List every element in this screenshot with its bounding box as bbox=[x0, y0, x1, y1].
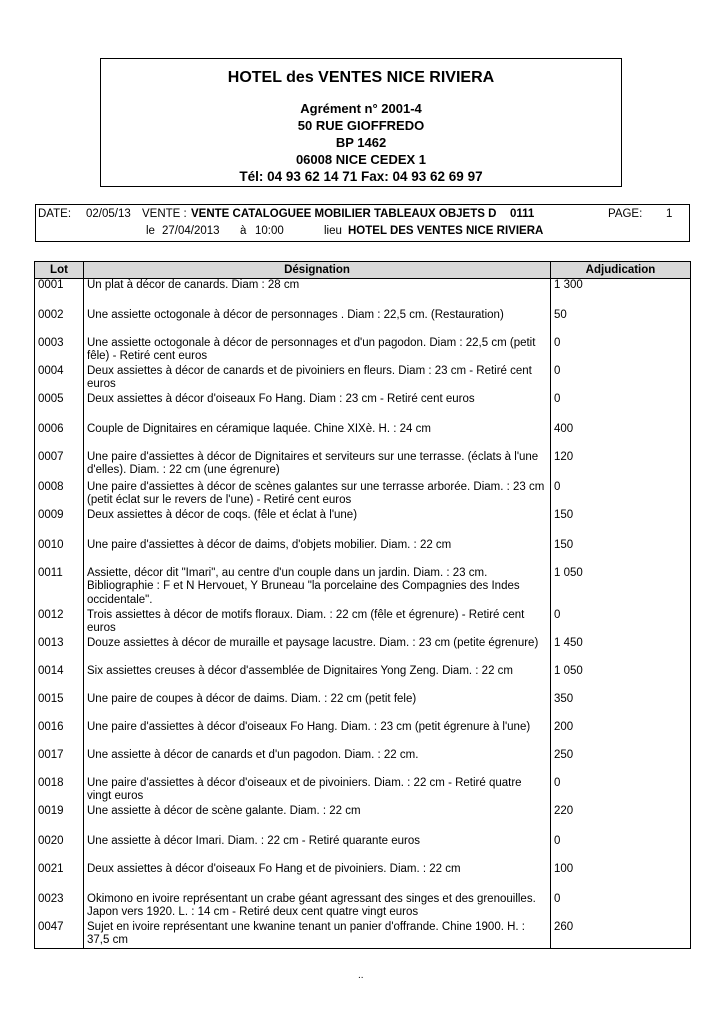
cell-lot: 0004 bbox=[35, 365, 84, 393]
cell-adjudication: 0 bbox=[551, 835, 691, 863]
cell-adjudication: 1 300 bbox=[551, 279, 691, 309]
table-row bbox=[35, 279, 691, 309]
table-header-row bbox=[35, 262, 691, 279]
cell-adjudication: 1 050 bbox=[551, 567, 691, 609]
cell-adjudication: 120 bbox=[551, 451, 691, 481]
cell-lot: 0023 bbox=[35, 893, 84, 921]
city: 06008 NICE CEDEX 1 bbox=[295, 152, 427, 167]
cell-adjudication: 0 bbox=[551, 365, 691, 393]
table-row bbox=[35, 365, 691, 393]
sale-info-box bbox=[35, 204, 690, 242]
table-row bbox=[35, 777, 691, 805]
cell-adjudication: 200 bbox=[551, 721, 691, 749]
cell-designation: Un plat à décor de canards. Diam : 28 cm bbox=[84, 279, 551, 309]
lots-table bbox=[34, 261, 691, 949]
cell-lot: 0007 bbox=[35, 451, 84, 481]
cell-designation: Assiette, décor dit "Imari", au centre d'un couple dans un jardin. Diam. : 23 cm. Bibliographie : F et N Hervouet, Y Bruneau "la porcelaine des Compagnies des Indes occidentale". bbox=[84, 567, 551, 609]
cell-lot: 0008 bbox=[35, 481, 84, 509]
column-header-lot: Lot bbox=[35, 262, 84, 279]
cell-lot: 0013 bbox=[35, 637, 84, 665]
a-label: à bbox=[240, 225, 247, 237]
cell-designation: Une paire d'assiettes à décor d'oiseaux Fo Hang. Diam. : 23 cm (petit égrenure à l'une) bbox=[84, 721, 551, 749]
table-row bbox=[35, 693, 691, 721]
table-row bbox=[35, 749, 691, 777]
cell-designation: Trois assiettes à décor de motifs floraux. Diam. : 22 cm (fêle et égrenure) - Retiré cent euros bbox=[84, 609, 551, 637]
cell-adjudication: 150 bbox=[551, 539, 691, 567]
cell-adjudication: 1 450 bbox=[551, 637, 691, 665]
cell-lot: 0047 bbox=[35, 921, 84, 949]
cell-designation: Une paire d'assiettes à décor de daims, d'objets mobilier. Diam. : 22 cm bbox=[84, 539, 551, 567]
column-header-designation: Désignation bbox=[84, 262, 551, 279]
cell-designation: Deux assiettes à décor d'oiseaux Fo Hang. Diam : 23 cm - Retiré cent euros bbox=[84, 393, 551, 423]
cell-adjudication: 0 bbox=[551, 609, 691, 637]
table-row bbox=[35, 721, 691, 749]
cell-designation: Une paire d'assiettes à décor de Dignitaires et serviteurs sur une terrasse. (éclats à l'une d'elles). Diam. : 22 cm (une égrenure) bbox=[84, 451, 551, 481]
le-label: le bbox=[146, 225, 155, 237]
cell-adjudication: 0 bbox=[551, 777, 691, 805]
phone-fax: Tél: 04 93 62 14 71 Fax: 04 93 62 69 97 bbox=[239, 169, 483, 184]
cell-designation: Une paire d'assiettes à décor d'oiseaux et de pivoiniers. Diam. : 22 cm - Retiré quatre vingt euros bbox=[84, 777, 551, 805]
column-header-adjudication: Adjudication bbox=[551, 262, 691, 279]
cell-designation: Six assiettes creuses à décor d'assemblée de Dignitaires Yong Zeng. Diam. : 22 cm bbox=[84, 665, 551, 693]
cell-adjudication: 150 bbox=[551, 509, 691, 539]
cell-lot: 0011 bbox=[35, 567, 84, 609]
cell-adjudication: 0 bbox=[551, 393, 691, 423]
table-row bbox=[35, 609, 691, 637]
cell-designation: Douze assiettes à décor de muraille et paysage lacustre. Diam. : 23 cm (petite égrenure) bbox=[84, 637, 551, 665]
page-number: 1 bbox=[666, 208, 673, 220]
auction-house-header bbox=[100, 58, 622, 187]
table-row bbox=[35, 921, 691, 949]
cell-adjudication: 400 bbox=[551, 423, 691, 451]
cell-adjudication: 250 bbox=[551, 749, 691, 777]
table-row bbox=[35, 309, 691, 337]
cell-lot: 0015 bbox=[35, 693, 84, 721]
cell-lot: 0016 bbox=[35, 721, 84, 749]
table-row bbox=[35, 393, 691, 423]
table-row bbox=[35, 539, 691, 567]
cell-adjudication: 1 050 bbox=[551, 665, 691, 693]
cell-adjudication: 0 bbox=[551, 893, 691, 921]
table-row bbox=[35, 863, 691, 893]
table-row bbox=[35, 481, 691, 509]
cell-lot: 0010 bbox=[35, 539, 84, 567]
vente-label: VENTE : bbox=[142, 208, 187, 220]
cell-lot: 0012 bbox=[35, 609, 84, 637]
vente-title: VENTE CATALOGUEE MOBILIER TABLEAUX OBJETS D bbox=[191, 208, 497, 220]
cell-lot: 0006 bbox=[35, 423, 84, 451]
sale-date: 27/04/2013 bbox=[162, 225, 220, 237]
cell-designation: Une assiette à décor de scène galante. Diam. : 22 cm bbox=[84, 805, 551, 835]
cell-designation: Deux assiettes à décor de coqs. (fêle et éclat à l'une) bbox=[84, 509, 551, 539]
cell-adjudication: 0 bbox=[551, 481, 691, 509]
table-row bbox=[35, 805, 691, 835]
auction-house-title: HOTEL des VENTES NICE RIVIERA bbox=[227, 69, 495, 86]
cell-adjudication: 0 bbox=[551, 337, 691, 365]
cell-lot: 0017 bbox=[35, 749, 84, 777]
cell-lot: 0021 bbox=[35, 863, 84, 893]
cell-designation: Deux assiettes à décor d'oiseaux Fo Hang et de pivoiniers. Diam. : 22 cm bbox=[84, 863, 551, 893]
cell-designation: Une assiette octogonale à décor de personnages . Diam : 22,5 cm. (Restauration) bbox=[84, 309, 551, 337]
lieu-label: lieu bbox=[324, 225, 342, 237]
date-label: DATE: bbox=[38, 208, 72, 220]
cell-adjudication: 50 bbox=[551, 309, 691, 337]
table-row bbox=[35, 893, 691, 921]
date-value: 02/05/13 bbox=[86, 208, 131, 220]
cell-designation: Une paire d'assiettes à décor de scènes galantes sur une terrasse arborée. Diam. : 23 cm (petit éclat sur le revers de l'une) - Retiré cent euros bbox=[84, 481, 551, 509]
footer-mark: .. bbox=[358, 970, 364, 981]
agrement-number: Agrément n° 2001-4 bbox=[300, 101, 422, 116]
cell-lot: 0020 bbox=[35, 835, 84, 863]
cell-designation: Deux assiettes à décor de canards et de pivoiniers en fleurs. Diam : 23 cm - Retiré cent euros bbox=[84, 365, 551, 393]
table-row bbox=[35, 423, 691, 451]
cell-lot: 0014 bbox=[35, 665, 84, 693]
cell-lot: 0018 bbox=[35, 777, 84, 805]
cell-designation: Couple de Dignitaires en céramique laquée. Chine XIXè. H. : 24 cm bbox=[84, 423, 551, 451]
cell-designation: Une assiette à décor Imari. Diam. : 22 cm - Retiré quarante euros bbox=[84, 835, 551, 863]
postal-box: BP 1462 bbox=[335, 135, 387, 150]
cell-adjudication: 100 bbox=[551, 863, 691, 893]
cell-designation: Une paire de coupes à décor de daims. Diam. : 22 cm (petit fele) bbox=[84, 693, 551, 721]
table-row bbox=[35, 451, 691, 481]
table-row bbox=[35, 637, 691, 665]
cell-lot: 0002 bbox=[35, 309, 84, 337]
cell-adjudication: 350 bbox=[551, 693, 691, 721]
page-label: PAGE: bbox=[608, 208, 643, 220]
cell-adjudication: 260 bbox=[551, 921, 691, 949]
cell-lot: 0003 bbox=[35, 337, 84, 365]
table-row bbox=[35, 567, 691, 609]
table-row bbox=[35, 665, 691, 693]
table-row bbox=[35, 337, 691, 365]
cell-lot: 0019 bbox=[35, 805, 84, 835]
table-row bbox=[35, 835, 691, 863]
street-address: 50 RUE GIOFFREDO bbox=[297, 118, 425, 133]
cell-lot: 0001 bbox=[35, 279, 84, 309]
cell-lot: 0005 bbox=[35, 393, 84, 423]
cell-designation: Okimono en ivoire représentant un crabe géant agressant des singes et des grenouilles. Japon vers 1920. L. : 14 cm - Retiré deux cent quatre vingt euros bbox=[84, 893, 551, 921]
sale-time: 10:00 bbox=[255, 225, 284, 237]
lieu-value: HOTEL DES VENTES NICE RIVIERA bbox=[348, 225, 544, 237]
cell-designation: Une assiette octogonale à décor de personnages et d'un pagodon. Diam : 22,5 cm (petit fêle) - Retiré cent euros bbox=[84, 337, 551, 365]
cell-lot: 0009 bbox=[35, 509, 84, 539]
lots-table-body bbox=[35, 279, 691, 949]
cell-designation: Une assiette à décor de canards et d'un pagodon. Diam. : 22 cm. bbox=[84, 749, 551, 777]
cell-adjudication: 220 bbox=[551, 805, 691, 835]
vente-code: 0111 bbox=[510, 208, 535, 220]
cell-designation: Sujet en ivoire représentant une kwanine tenant un panier d'offrande. Chine 1900. H. : 37,5 cm bbox=[84, 921, 551, 949]
table-row bbox=[35, 509, 691, 539]
